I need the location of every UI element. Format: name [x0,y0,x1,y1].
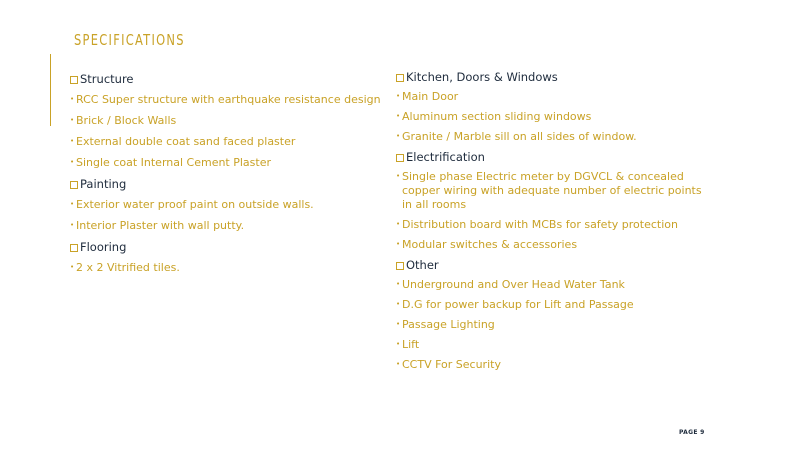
bullet-icon: • [396,220,401,228]
bullet-icon: • [396,240,401,248]
bullet-icon: • [396,320,401,328]
bullet-icon: • [396,340,401,348]
section-heading: Painting [70,177,390,192]
list-item: • Underground and Over Head Water Tank [396,278,625,291]
bullet-icon: • [396,172,401,180]
list-item: • Single coat Internal Cement Plaster [70,156,272,169]
list-item: • Exterior water proof paint on outside walls. [70,198,314,211]
bullet-icon: • [70,137,75,145]
section-heading: Other [396,258,726,273]
section-electrification [396,150,726,252]
checkbox-icon [396,74,404,82]
checkbox-icon [70,244,78,252]
bullet-icon: • [396,280,401,288]
list-item: • Distribution board with MCBs for safety protection [396,218,678,231]
section-heading: Kitchen, Doors & Windows [396,70,726,85]
checkbox-icon [70,76,78,84]
list-item: • Main Door [396,90,459,103]
section-kitchen-doors-windows [396,70,726,144]
list-item: • Aluminum section sliding windows [396,110,592,123]
list-item: • RCC Super structure with earthquake resistance design [70,93,381,106]
bullet-icon: • [396,112,401,120]
left-column [70,72,390,282]
page-number: PAGE 9 [679,429,705,436]
section-other [396,258,726,372]
bullet-icon: • [396,132,401,140]
list-item: • Passage Lighting [396,318,495,331]
list-item: • External double coat sand faced plaster [70,135,296,148]
list-item: • 2 x 2 Vitrified tiles. [70,261,180,274]
bullet-icon: • [70,221,75,229]
list-item: • Modular switches & accessories [396,238,578,251]
list-item: • Interior Plaster with wall putty. [70,219,245,232]
section-painting [70,177,390,233]
section-heading: Flooring [70,240,390,255]
bullet-icon: • [396,360,401,368]
right-column [396,70,726,378]
checkbox-icon [396,262,404,270]
bullet-icon: • [70,200,75,208]
section-flooring [70,240,390,275]
list-item: • Lift [396,338,420,351]
page-title: SPECIFICATIONS [74,31,185,49]
list-item: • Granite / Marble sill on all sides of window. [396,130,637,143]
bullet-icon: • [70,263,75,271]
section-heading: Electrification [396,150,726,165]
checkbox-icon [70,181,78,189]
bullet-icon: • [70,158,75,166]
bullet-icon: • [70,116,75,124]
section-structure [70,72,390,170]
accent-divider [50,54,51,126]
bullet-icon: • [396,92,401,100]
list-item: • Brick / Block Walls [70,114,177,127]
list-item: • Single phase Electric meter by DGVCL & concealed copper wiring with adequate number of electric points in all rooms [396,170,702,211]
bullet-icon: • [70,95,75,103]
checkbox-icon [396,154,404,162]
bullet-icon: • [396,300,401,308]
list-item: • D.G for power backup for Lift and Passage [396,298,634,311]
section-heading: Structure [70,72,390,87]
list-item: • CCTV For Security [396,358,501,371]
